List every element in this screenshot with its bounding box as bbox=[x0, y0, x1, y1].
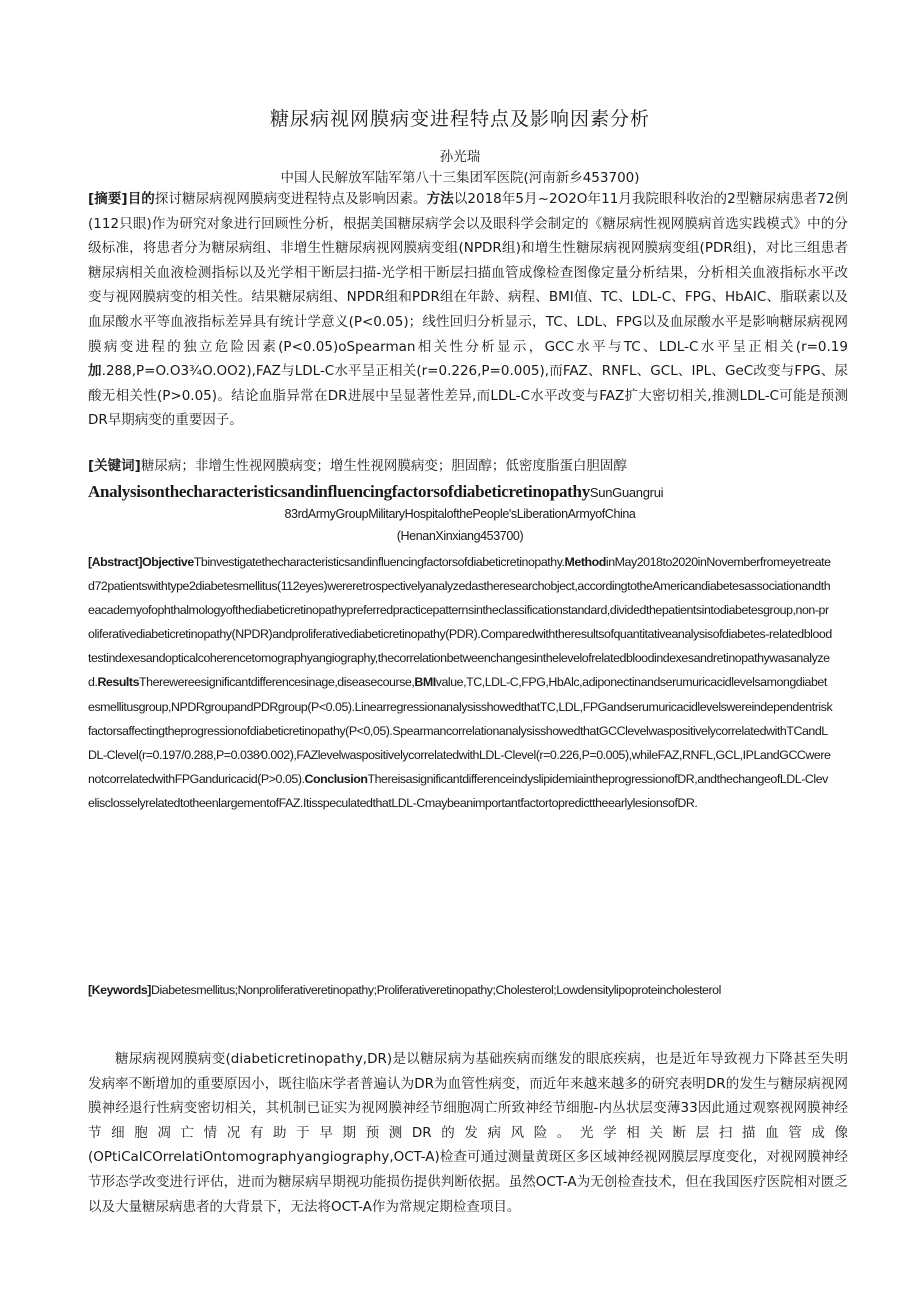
objective-label: 目的 bbox=[127, 191, 155, 207]
author-name: 孙光瑞 bbox=[439, 149, 481, 165]
keywords-text: 糖尿病；非增生性视网膜病变；增生性视网膜病变；胆固醇；低密度脂蛋白胆固醇 bbox=[140, 458, 627, 474]
english-keywords bbox=[88, 978, 833, 1002]
abstract-rest-text: .288,P=O.O3¾O.OO2),FAZ与LDL-C水平呈正相关(r=0.226,P=0.005),而FAZ、RNFL、GCL、IPL、GeC改变与FPG、尿酸无相关性(P>0.05)。结论血脂异常在DR进展中呈显著性差异,而LDL-C水平改变与FAZ扩大密切相关,推测LDL-C可能是预测DR早期病变的重要因子。 bbox=[88, 363, 848, 429]
keywords-tag: [关键词] bbox=[88, 458, 141, 474]
en-objective-text: Tbinvestigatethecharacteristicsandinfluencingfactorsofdiabeticretinopathy. bbox=[193, 555, 565, 569]
english-title-line bbox=[88, 480, 888, 505]
paper-title: 糖尿病视网膜病变进程特点及影响因素分析 bbox=[269, 108, 650, 130]
en-results-text-2: value,TC,LDL-C,FPG,HbAlc,adiponectinandserumuricacidlevelsamongdiabetesmellitusgroup,NPDRgroupandPDRgroup(P<0.05).LinearregressionanalysisshowedthatTC,LDL,FPGandserumuricacidlevelswereindependentriskfactorsaffectingtheprogressionofdiabeticretinopathy(P<0,05).SpearmancorrelationanalysisshowedthatGCClevelwaspositivelycorrelatedwithTCandLDL-Clevel(r=0.197/0.288,P=0.038∕0.002),FAZlevelwaspositivelycorrelatedwithLDL-Clevel(r=0.226,P=0.005),whileFAZ,RNFL,GCL,IPLandGCCwerenotcorrelatedwithFPGanduricacid(P>0.05). bbox=[88, 675, 833, 786]
en-bmi-label: BMI bbox=[414, 675, 436, 690]
english-affiliation-line1: 83rdArmyGroupMilitaryHospitalofthePeople'sLiberationArmyofChina bbox=[284, 507, 636, 521]
en-conclusion-label: Conclusion bbox=[304, 771, 368, 786]
en-keywords-text: Diabetesmellitus;Nonproliferativeretinopathy;Proliferativeretinopathy;Cholesterol;Lowdensitylipoproteincholesterol bbox=[150, 983, 721, 997]
en-conclusion-text: ThereisasignificantdifferenceindyslipidemiaintheprogressionofDR,andthechangeofLDL-ClevelisclosselyrelatedtotheenlargementofFAZ.ItisspeculatedthatLDL-CmaybeanimportantfactortopredicttheearlylesionsofDR. bbox=[88, 771, 828, 810]
en-method-label: Method bbox=[564, 555, 606, 569]
abstract-tag: [摘要] bbox=[88, 191, 128, 207]
english-abstract bbox=[88, 550, 833, 815]
english-author: SunGuangrui bbox=[589, 485, 664, 500]
en-objective-label: Objective bbox=[142, 555, 194, 569]
english-title: Analysisonthecharacteristicsandinfluencingfactorsofdiabeticretinopathy bbox=[88, 482, 590, 501]
chinese-abstract bbox=[88, 187, 848, 433]
english-affiliation-line2: (HenanXinxiang453700) bbox=[396, 529, 524, 543]
chinese-keywords bbox=[88, 455, 848, 477]
method-text: 以2018年5月~2O2O年11月我院眼科收治的2型糖尿病患者72例(112只眼)作为研究对象进行回顾性分析，根据美国糖尿病学会以及眼科学会制定的《糖尿病性视网膜病首选实践模式》中的分级标准，将患者分为糖尿病组、非增生性糖尿病视网膜病变组(NPDR组)和增生性糖尿病视网膜病变组(PDR组)，对比三组患者糖尿病相关血液检测指标以及光学相干断层扫描-光学相干断层扫描血管成像检查图像定量分析结果，分析相关血液指标水平改变与视网膜病变的相关性。结果糖尿病组、NPDR组和PDR组在年龄、病程、BMI值、TC、LDL-C、FPG、HbAIC、脂联素以及血尿酸水平等血液指标差异具有统计学意义(P<0.05)；线性回归分析显示，TC、LDL、FPG以及血尿酸水平是影响糖尿病视网膜病变进程的独立危险因素(P<0.05)oSpearman相关性分析显示，GCC水平与TC、LDL-C水平呈正相关(r=0.19 bbox=[88, 191, 849, 355]
body-paragraph: 糖尿病视网膜病变(diabeticretinopathy,DR)是以糖尿病为基础疾病而继发的眼底疾病，也是近年导致视力下降甚至失明发病率不断增加的重要原因小，既往临床学者普遍认为DR为血管性病变，而近年来越来越多的研究表明DR的发生与糖尿病视网膜神经退行性病变密切相关，其机制已证实为视网膜神经节细胞凋亡所致神经节细胞-内丛状层变薄33因此通过观察视网膜神经节细胞凋亡情况有助于早期预测DR的发病风险。光学相关断层扫描血管成像(OPtiCaICOrrelatiOntomographyangiography,OCT-A)检查可通过测量黄斑区多区域神经视网膜层厚度变化，对视网膜神经节形态学改变进行评估，进而为糖尿病早期视功能损伤提供判断依据。虽然OCT-A为无创检查技术，但在我国医疗医院相对匮乏以及大量糖尿病患者的大背景下，无法将OCT-A作为常规定期检查项目。 bbox=[88, 1051, 848, 1215]
english-affiliation bbox=[0, 503, 920, 547]
en-keywords-tag: [Keywords] bbox=[88, 983, 151, 997]
en-results-text-1: Therewereesignificantdifferencesinage,diseasecourse, bbox=[139, 675, 415, 690]
en-results-label: Results bbox=[97, 675, 140, 690]
bold-jia: 加 bbox=[88, 363, 102, 380]
en-abstract-tag: [Abstract] bbox=[88, 555, 143, 569]
method-label: 方法 bbox=[426, 191, 454, 207]
author-affiliation: 中国人民解放军陆军第八十三集团军医院(河南新乡453700) bbox=[280, 170, 640, 186]
en-method-text: inMay2018to2020inNovemberfromeyetreated72patientswithtype2diabetesmellitus(112eyes)wereretrospectivelyanalyzedastheresearchobject,accordingtotheAmericandiabetesassociationandtheacademyofophthalmologyofthediabeticretinopathypreferredpracticepatternsintheclassificationstandard,dividedthepatientsintodiabetesgroup,non-proliferativediabeticretinopathy(NPDR)andproliferativediabeticretinopathy(PDR).Comparedwiththeresultsofquantitativeanalysisofdiabetes-relatedbloodtestindexesandopticalcoherencetomographyangiography,thecorrelationbetweenchangesinthelevelofrelatedbloodindexesandretinopathywasanalyzed. bbox=[88, 555, 832, 690]
objective-text: 探讨糖尿病视网膜病变进程特点及影响因素。 bbox=[154, 191, 427, 207]
